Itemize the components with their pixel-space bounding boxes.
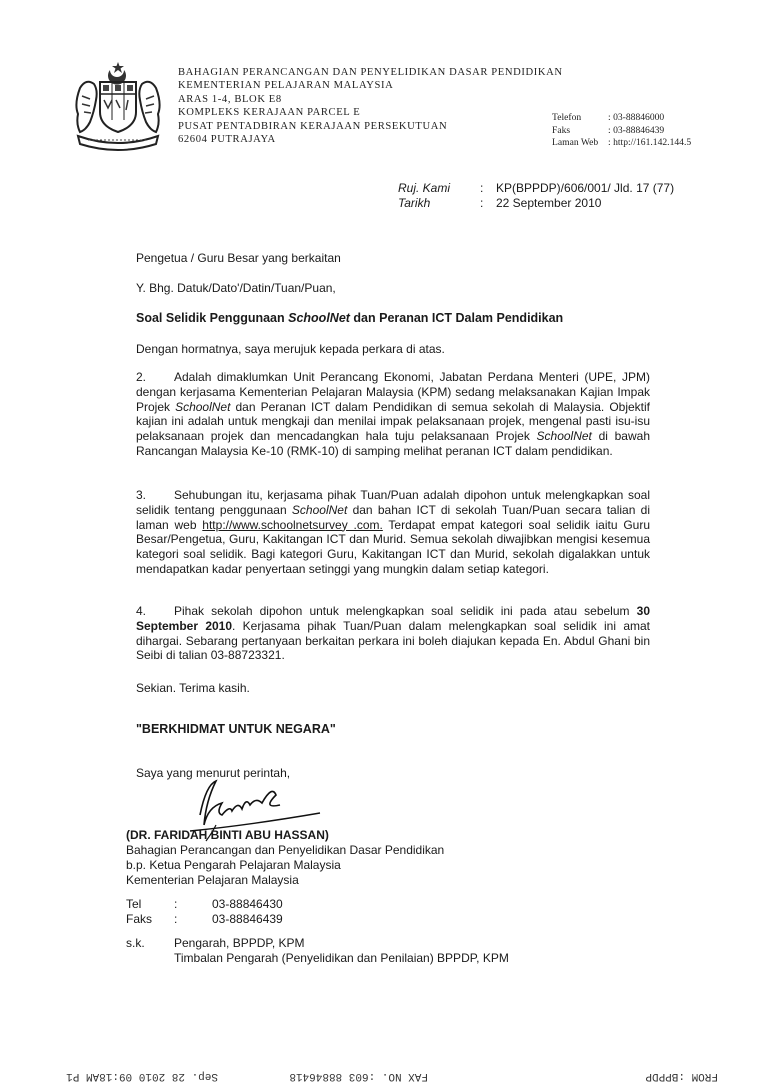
contact-row: Telefon : 03-88846000 [552,112,665,123]
signatory-line: Bahagian Perancangan dan Penyelidikan Dasar Pendidikan [126,843,445,857]
fax-from: FROM :BPPDP [645,1070,718,1082]
cc-line: Timbalan Pengarah (Penyelidikan dan Penilaian) BPPDP, KPM [174,950,509,965]
signatory-line: b.p. Ketua Pengarah Pelajaran Malaysia [126,857,341,872]
salutation: Y. Bhg. Datuk/Dato'/Datin/Tuan/Puan, [136,281,336,295]
fax-number: FAX NO. :603 88846418 [289,1070,428,1082]
ministry-contact-block [552,112,691,150]
org-line: BAHAGIAN PERANCANGAN DAN PENYELIDIKAN DASAR PENDIDIKAN [178,67,563,78]
signatory-name: (DR. FARIDAH BINTI ABU HASSAN) [126,828,329,842]
ministry-address-block [178,66,563,146]
closing-line: Sekian. Terima kasih. [136,681,250,695]
reference-block [398,181,674,210]
signatory-title-block [126,843,640,887]
fax-transmission-header [50,1066,718,1082]
org-line: ARAS 1-4, BLOK E8 [178,93,282,105]
org-line: KOMPLEKS KERAJAAN PARCEL E [178,107,361,119]
order-line: Saya yang menurut perintah, [136,766,291,780]
signatory-fax-row: Faks : 03-88846439 [126,911,283,926]
paragraph-4: 4. Pihak sekolah dipohon untuk melengkapkan soal selidik ini pada atau sebelum 30 September 2010. Kerjasama pihak Tuan/Puan dalam melengkapkan soal selidik ini amat dihargai. Sebarang pertanyaan berkaitan perkara ini boleh diajukan kepada En. Abdul Ghani bin Seibi di talian 03-88723321. [136,604,650,663]
survey-website-link[interactable]: http://www.schoolnetsurvey .com. [202,517,383,532]
cc-label: s.k. [126,936,145,950]
org-line: KEMENTERIAN PELAJARAN MALAYSIA [178,80,394,92]
signatory-tel-row: Tel : 03-88846430 [126,897,283,911]
malaysia-coat-of-arms-emblem [72,60,164,152]
carbon-copy-block [126,936,640,966]
reference-row: Ruj. Kami : KP(BPPDP)/606/001/ Jld. 17 (77) [398,181,675,195]
deadline-date: 30 September 2010 [136,604,650,633]
recipient: Pengetua / Guru Besar yang berkaitan [136,251,341,265]
org-line: PUSAT PENTADBIRAN KERAJAAN PERSEKUTUAN [178,120,448,132]
signatory-contact-block [126,897,640,927]
letter-subject: Soal Selidik Penggunaan SchoolNet dan Peranan ICT Dalam Pendidikan [136,311,564,325]
contact-row: Laman Web : http://161.142.144.5 [552,137,692,149]
paragraph-2: 2. Adalah dimaklumkan Unit Perancang Ekonomi, Jabatan Perdana Menteri (UPE, JPM) dengan kerjasama Kementerian Pelajaran Malaysia (KPM) sedang melaksanakan Kajian Impak Projek SchoolNet dan Peranan ICT dalam Pendidikan di semua sekolah di Malaysia. Objektif kajian ini adalah untuk mengkaji dan menilai impak pelaksanaan projek, mengenal pasti isu-isu pelaksanaan projek dan mencadangkan hala tuju pelaksanaan Projek SchoolNet di bawah Rancangan Malaysia Ke-10 (RMK-10) di samping melihat peranan ICT dalam pendidikan. [136,370,650,458]
letter-date: 22 September 2010 [496,195,602,210]
reference-number: KP(BPPDP)/606/001/ Jld. 17 (77) [496,181,675,195]
opening-line: Dengan hormatnya, saya merujuk kepada perkara di atas. [136,342,445,356]
contact-row: Faks : 03-88846439 [552,124,665,136]
fax-date: Sep. 28 2010 09:18AM P1 [66,1070,218,1082]
date-row: Tarikh : 22 September 2010 [398,195,602,210]
paragraph-3: 3. Sehubungan itu, kerjasama pihak Tuan/Puan adalah dipohon untuk melengkapkan soal selidik tentang penggunaan SchoolNet dan bahan ICT di sekolah Tuan/Puan secara talian di laman web http://www.schoolnetsurvey .com. Terdapat empat kategori soal selidik iaitu Guru Besar/Pengetua, Guru, Kakitangan ICT dan Murid. Semua sekolah diwajibkan mengisi kesemua kategori soal selidik. Bagi kategori Guru, Kakitangan ICT dan Murid, sekolah digalakkan untuk mendapatkan kadar penyertaan setinggi yang mungkin dalam setiap kategori. [136,488,650,576]
signatory-line: Kementerian Pelajaran Malaysia [126,872,299,887]
org-line: 62604 PUTRAJAYA [178,134,276,146]
motto: "BERKHIDMAT UNTUK NEGARA" [136,722,336,736]
cc-line: Pengarah, BPPDP, KPM [174,936,305,950]
